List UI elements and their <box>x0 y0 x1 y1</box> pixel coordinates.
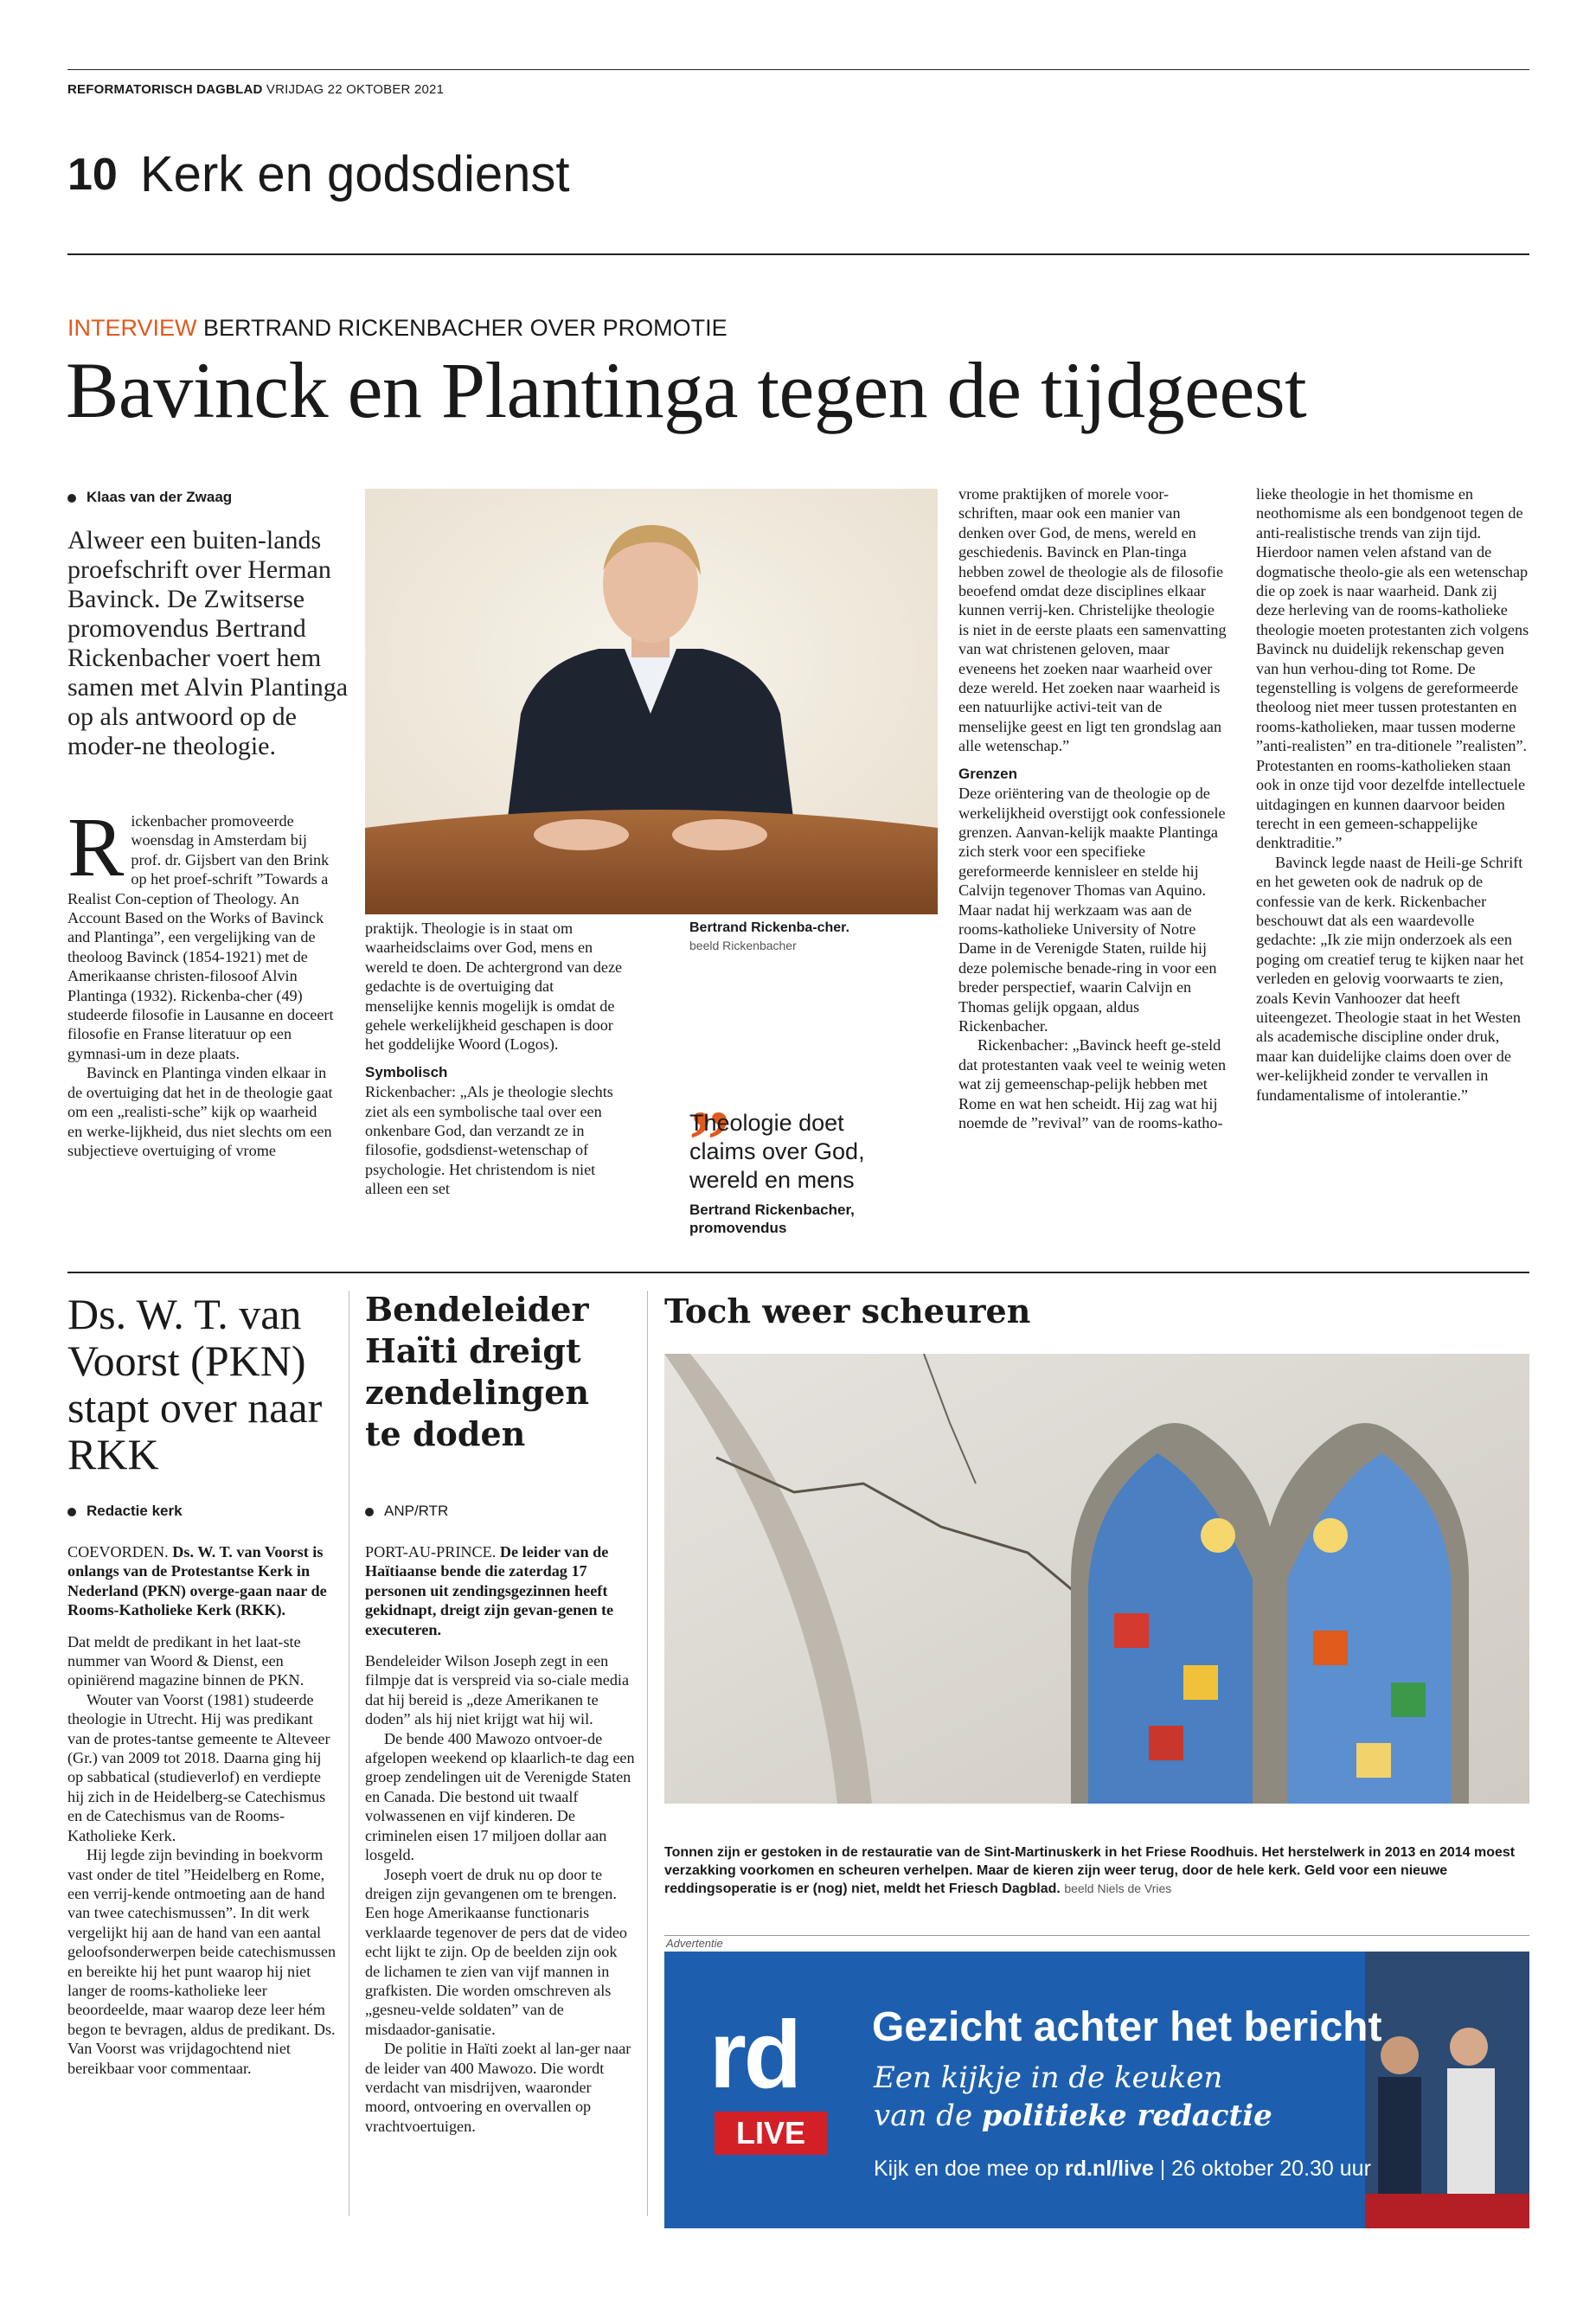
article4-headline: Toch weer scheuren <box>664 1292 1031 1330</box>
article3-byline <box>365 1503 448 1520</box>
church-image <box>664 1354 1529 1804</box>
pull-quote: Theologie doet claims over God, wereld en mens <box>689 1110 865 1193</box>
col2-p2: Rickenbacher: „Als je theologie slechts ziet als een symbolische taal over een onkenbare God, dan verzandt ze in filosofie, godsdienst-wetenschap of psychologie. Het christendom is niet alleen een set <box>365 1083 613 1198</box>
kicker-label: INTERVIEW <box>67 315 197 341</box>
advert-label: Advertentie <box>666 1937 723 1950</box>
portrait-photo <box>365 489 938 914</box>
article3-p3: Joseph voert de druk nu op door te dreigen zijn gevangenen om te brengen. Een hoge Amerikaanse functionaris verklaarde tegenover de pers dat de video echt lijkt te zijn. Op de beelden zijn ook de lichamen te zien van vijf mannen in grafkisten. Die worden omschreven als „gesneu-velde soldaten” van de misdaador-ganisatie. <box>365 1865 627 2038</box>
advert-banner[interactable] <box>664 1952 1529 2228</box>
col4-p2: Bavinck legde naast de Heili-ge Schrift en het geweten ook de nadruk op de confessie van de kerk. Rickenbacher beschouwt dat als een waardevolle gedachte: „Ik zie mijn onderzoek als een poging om creatief terug te kijken naar het verleden en gelovig voorwaarts te zien, zoals Kevin Vanhoozer dat heeft uiteengezet. Theologie staat in het Westen als academische discipline onder druk, maar kan duidelijke claims doen over de wer-kelijkheid zonder te vervallen in fundamentalisme of intolerantie.” <box>1256 853 1524 1104</box>
dropcap: R <box>67 801 125 894</box>
kicker <box>67 315 727 342</box>
issue-date: VRIJDAG 22 OKTOBER 2021 <box>266 82 445 97</box>
main-col-2 <box>365 919 625 1199</box>
article3-p2: De bende 400 Mawozo ontvoer-de afgelopen weekend op klaarlich-te dag een groep zendelingen uit de Verenigde Staten en Canada. Die bestond uit twaalf volwassenen en vijf kinderen. De criminelen eisen 17 miljoen dollar aan losgeld. <box>365 1729 635 1864</box>
advert-cta-a: Kijk en doe mee op <box>874 2157 1065 2181</box>
col3-p2: Deze oriëntering van de theologie op de werkelijkheid overstijgt ook confessionele grenzen. Aanvan-kelijk maakte Plantinga zich sterk voor een specifieke gereformeerde kennisleer en stelde hij Calvijn tegenover Thomas van Aquino. Maar nadat hij werkzaam was aan de rooms-katholieke University of Notre Dame in de Verenigde Staten, ruilde hij deze polemische benade-ring in voor een breder perspectief, waarin Calvijn en Thomas gelijk opgaan, aldus Rickenbacher. <box>958 785 1226 1035</box>
bullet-icon <box>67 1508 76 1516</box>
col3-p3: Rickenbacher: „Bavinck heeft ge-steld dat protestanten vaak veel te weinig weten wat zij gemeenschap-pelijk hebben met Rome en wat hen scheidt. Hij zag wat hij noemde de ”revival” van de rooms-katho- <box>958 1036 1227 1131</box>
advert-subtitle-1: Een kijkje in de keuken <box>874 2061 1223 2095</box>
caption-credit: beeld Rickenbacher <box>689 939 797 952</box>
rd-logo: rd <box>709 2002 799 2108</box>
advert-subtitle-2b: politieke redactie <box>981 2099 1272 2133</box>
col2-subhead: Symbolisch <box>365 1063 448 1080</box>
advert-rule <box>664 1935 1529 1936</box>
bullet-icon <box>67 494 76 503</box>
article2-p3: Hij legde zijn bevinding in boekvorm vast onder de titel ”Heidelberg en Rome, een verrij-kende ontmoeting aan de hand van twee catechismussen”. In dit werk vergelijkt hij aan de hand van een aantal geloofsonderwerpen beide catechismussen en bereikte hij het punt waarop hij niet langer de rooms-katholieke leer beoordeelde, maar waarop deze leer hém begon te bevragen, aldus de predikant. Ds. Van Voorst was vrijdagochtend niet bereikbaar voor commentaar. <box>67 1846 337 2077</box>
photo-caption <box>689 919 871 955</box>
col3-subhead: Grenzen <box>958 765 1018 782</box>
article2-byline <box>67 1503 183 1520</box>
article3-body <box>365 1542 635 2136</box>
article2-body <box>67 1542 337 2078</box>
article2-lead: Ds. W. T. van Voorst is onlangs van de Protestantse Kerk in Nederland (PKN) overge-gaan naar de Rooms-Katholieke Kerk (RKK). <box>67 1543 327 1619</box>
top-rule <box>67 69 1529 70</box>
main-byline <box>67 489 232 506</box>
byline-name: ANP/RTR <box>384 1503 449 1519</box>
section-title: Kerk en godsdienst <box>140 146 570 202</box>
main-col-4 <box>1256 484 1529 1105</box>
byline-name: Redactie kerk <box>87 1503 183 1519</box>
article3-p4: De politie in Haïti zoekt al lan-ger naar de leider van 400 Mawozo. Die wordt verdacht van misdrijven, waaronder moord, ontvoering en overvallen op vrachtvoertuigen. <box>365 2040 631 2135</box>
article3-p1: Bendeleider Wilson Joseph zegt in een filmpje dat is verspreid via so-ciale media dat hij bereid is „deze Amerikanen te doden” als hij niet krijgt wat hij wil. <box>365 1652 630 1728</box>
advert-title: Gezicht achter het bericht <box>872 2004 1382 2050</box>
section-rule <box>67 253 1529 255</box>
church-credit: beeld Niels de Vries <box>1064 1881 1172 1895</box>
church-caption <box>664 1843 1529 1898</box>
kicker-text: BERTRAND RICKENBACHER OVER PROMOTIE <box>203 315 727 341</box>
col1-p1: ickenbacher promoveerde woensdag in Amsterdam bij prof. dr. Gijsbert van den Brink op het proef-schrift ”Towards a Realist Con-ception of Theology. An Account Based on the Works of Bavinck and Plantinga”, een vergelijking van de theoloog Bavinck (1854-1921) met de Amerikaanse christen-filosoof Alvin Plantinga (1932). Rickenba-cher (49) studeerde filosofie in Lausanne en doceert filosofie en Franse literatuur op een gymnasi-um in deze plaats. <box>67 812 334 1062</box>
pull-quote-author: Bertrand Rickenbacher, promovendus <box>689 1202 855 1236</box>
col2-p1: praktijk. Theologie is in staat om waarheidsclaims over God, mens en wereld te doen. De achtergrond van deze gedachte is de overtuiging dat menselijke kennis mogelijk is omdat de gehele werkelijkheid geschapen is door het goddelijke Woord (Logos). <box>365 920 623 1054</box>
paper-name: REFORMATORISCH DAGBLAD <box>67 82 263 97</box>
advert-cta[interactable] <box>874 2157 1371 2182</box>
bullet-icon <box>365 1508 374 1516</box>
article2-p2: Wouter van Voorst (1981) studeerde theologie in Utrecht. Hij was predikant van de protes-tantse gemeente te Alteveer (Gr.) van 2009 tot 2018. Daarna ging hij op sabbatical (studieverlof) en verdiepte hij zich in de Heidelberg-se Catechismus en de Catechismus van de Rooms-Katholieke Kerk. <box>67 1690 330 1844</box>
col3-p1: vrome praktijken of morele voor-schriften, maar ook een manier van denken over God, de mens, wereld en geschiedenis. Bavinck en Plan-tinga hebben zowel de theologie als de filosofie beoefend omdat deze disciplines elkaar kunnen verrij-ken. Christelijke theologie is niet in de eerste plaats een samenvatting van wat christenen geloven, maar eveneens het zoeken naar waarheid over deze wereld. Het zoeken naar waarheid is een natuurlijke activi-teit van de menselijke geest en ligt ten grondslag aan alle wetenschap.” <box>958 485 1227 755</box>
column-divider <box>647 1291 648 2216</box>
article2-p1: Dat meldt de predikant in het laat-ste nummer van Woord & Dienst, een opiniërend magazine binnen de PKN. <box>67 1632 304 1689</box>
quote-mark: „ <box>689 1050 731 1143</box>
byline-name: Klaas van der Zwaag <box>87 489 233 505</box>
middle-rule <box>67 1272 1529 1273</box>
church-photo <box>664 1354 1529 1804</box>
advert-subtitle-2 <box>874 2099 1272 2133</box>
main-intro: Alweer een buiten-lands proefschrift over Herman Bavinck. De Zwitserse promovendus Bertrand Rickenbacher voert hem samen met Alvin Plantinga op als antwoord op de moder-ne theologie. <box>67 526 349 760</box>
advert-cta-c: | 26 oktober 20.30 uur <box>1153 2157 1371 2181</box>
advert-subtitle-2a: van de <box>874 2099 982 2133</box>
col1-p2: Bavinck en Plantinga vinden elkaar in de overtuiging dat het in de theologie gaat om een „realisti-sche” kijk op waarheid en werke-lijkheid, dus niet slechts om een subjectieve overtuiging of vrome <box>67 1064 333 1159</box>
portrait-image <box>365 489 938 914</box>
article3-dateline: PORT-AU-PRINCE. <box>365 1543 497 1561</box>
advert-cta-link[interactable]: rd.nl/live <box>1064 2157 1154 2181</box>
main-headline: Bavinck en Plantinga tegen de tijdgeest <box>66 346 1307 434</box>
live-badge: LIVE <box>715 2112 827 2155</box>
caption-name: Bertrand Rickenba-cher. <box>689 920 849 935</box>
article2-headline: Ds. W. T. van Voorst (PKN) stapt over naar RKK <box>67 1290 323 1478</box>
article3-lead: De leider van de Haïtiaanse bende die zaterdag 17 personen uit zendingsgezinnen heeft gekidnapt, dreigt zijn gevan-genen te executeren. <box>365 1543 614 1638</box>
article3-headline: Bendeleider Haïti dreigt zendelingen te doden <box>365 1290 590 1453</box>
article2-dateline: COEVORDEN. <box>67 1543 169 1561</box>
advert-crowd-image <box>1365 1952 1529 2228</box>
col4-p1: lieke theologie in het thomisme en neothomisme als een bondgenoot tegen de anti-realistische trends van zijn tijd. Hierdoor namen velen afstand van de dogmatische theolo-gie als een wetenschap die op zoek is naar waarheid. Dank zij deze herleving van de rooms-katholieke theologie moeten protestanten zich volgens Bavinck nu duidelijk rekenschap geven van hun verhou-ding tot Rome. De tegenstelling is volgens de gereformeerde theoloog niet meer tussen protestanten en rooms-katholieken, maar tussen moderne ”anti-realisten” en tra-ditionele ”realisten”. Protestanten en rooms-katholieken staan ook in onze tijd voor dezelfde intellectuele uitdagingen en kunnen daarvoor beiden terecht in een gemeen-schappelijke denktraditie.” <box>1256 485 1529 852</box>
main-col-1 <box>67 801 336 1160</box>
church-caption-text: Tonnen zijn er gestoken in de restauratie van de Sint-Martinuskerk in het Friese Roodhuis. Het herstelwerk in 2013 en 2014 moest verzakking voorkomen en scheuren verhelpen. Maar de kieren zijn weer terug, door de hele kerk. Geld voor een nieuwe reddingsoperatie is er (nog) niet, meldt het Friesch Dagblad. <box>664 1845 1516 1896</box>
main-col-3 <box>958 484 1227 1132</box>
page-number: 10 <box>67 150 118 200</box>
masthead <box>67 82 444 97</box>
